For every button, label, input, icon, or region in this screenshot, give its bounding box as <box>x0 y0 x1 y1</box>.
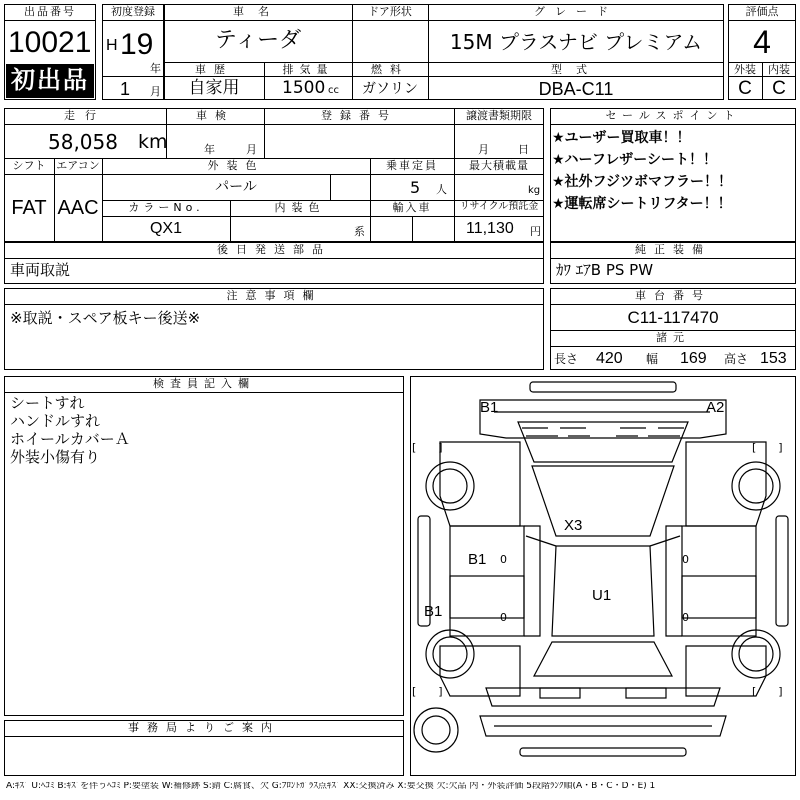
history: 自家用 <box>188 78 240 98</box>
int-label: 内装 <box>768 63 790 76</box>
mark-u1: U1 <box>592 587 612 604</box>
height: 153 <box>760 350 787 367</box>
first-listing-text: 初出品 <box>11 66 89 94</box>
zero-mark-3: 0 <box>682 553 689 566</box>
sales-point-3: ★社外フジツボマフラー！！ <box>552 174 732 190</box>
era: H <box>106 37 118 54</box>
transfer-day-unit: 日 <box>518 143 529 156</box>
lot-number: 10021 <box>8 26 92 59</box>
first-reg-year: 19 <box>120 28 154 61</box>
mileage-label: 走行 <box>64 109 106 122</box>
mark-a2-top: A2 <box>706 399 725 416</box>
width: 169 <box>680 350 707 367</box>
first-reg-label: 初度登録 <box>111 5 155 18</box>
dims-label: 諸元 <box>656 331 690 344</box>
capacity: 5 <box>410 178 421 197</box>
import-label: 輸入車 <box>392 201 432 214</box>
capacity-unit: 人 <box>436 183 447 196</box>
inspector-label: 検査員記入欄 <box>153 377 255 390</box>
bracket-right-low: [ ] <box>752 685 783 698</box>
month-unit: 月 <box>150 85 161 98</box>
fuel-label: 燃料 <box>371 63 409 76</box>
score: 4 <box>753 24 771 60</box>
length-label: 長さ <box>554 352 579 366</box>
inspector-line-2: ハンドルすれ <box>10 412 101 430</box>
recycle-label: リサイクル預託金 <box>459 201 539 212</box>
insp-month-unit: 月 <box>246 143 257 156</box>
model: DBA-C11 <box>538 79 614 99</box>
model-label: 型式 <box>551 63 601 76</box>
bracket-left-low: [ ] <box>412 685 443 698</box>
load-label: 最大積載量 <box>469 159 529 172</box>
car-name-label: 車名 <box>233 5 283 18</box>
later-parts-label: 後日発送部品 <box>217 243 331 256</box>
mileage: 58,058 <box>48 130 118 154</box>
history-label: 車歴 <box>195 63 233 76</box>
inspector-line-1: シートすれ <box>10 394 85 412</box>
grade: 15M プラスナビ プレミアム <box>449 30 703 54</box>
recycle-amount: 11,130 <box>466 220 514 237</box>
registration-label: 登録番号 <box>321 109 397 122</box>
displacement-unit: cc <box>328 85 339 96</box>
height-label: 高さ <box>724 352 749 366</box>
width-label: 幅 <box>646 352 659 366</box>
score-label: 評価点 <box>745 5 779 18</box>
office-label: 事務局よりご案内 <box>128 721 280 734</box>
int-grade: C <box>772 78 786 99</box>
ext-label: 外装 <box>734 63 756 76</box>
details-box <box>4 108 544 242</box>
sales-point-4: ★運転席シートリフター！！ <box>552 196 732 212</box>
car-name: ティーダ <box>214 28 302 53</box>
exterior-color-label: 外装色 <box>207 159 265 172</box>
mileage-unit: km <box>138 131 168 153</box>
shift: FAT <box>11 197 47 219</box>
notes-label: 注意事項欄 <box>226 289 322 302</box>
lot-number-label: 出品番号 <box>24 5 76 18</box>
interior-color-unit: 系 <box>354 225 365 238</box>
bracket-right-top: [ ] <box>752 441 783 454</box>
transfer-month-unit: 月 <box>478 143 489 156</box>
ac: AAC <box>57 197 99 219</box>
length: 420 <box>596 350 623 367</box>
transfer-label: 譲渡書類期限 <box>466 109 532 122</box>
equipment-text: ｶﾜ ｴｱB PS PW <box>556 261 654 279</box>
zero-mark-2: 0 <box>500 611 507 624</box>
interior-color-label: 内装色 <box>274 201 326 214</box>
equipment-label: 純正装備 <box>635 243 711 256</box>
insp-year-unit: 年 <box>204 143 215 156</box>
zero-mark-1: 0 <box>500 553 507 566</box>
capacity-label: 乗車定員 <box>386 159 438 172</box>
color-no-label: カラーNo. <box>128 201 204 214</box>
load-unit: kg <box>528 185 541 196</box>
ext-grade: C <box>738 78 752 99</box>
door-label: ドア形状 <box>368 5 412 18</box>
recycle-unit: 円 <box>530 225 541 238</box>
car-diagram <box>410 376 796 776</box>
mark-b1-top: B1 <box>480 399 499 416</box>
mark-b1-low: B1 <box>424 603 443 620</box>
grade-label: グレード <box>534 5 618 18</box>
inspection-label: 車検 <box>196 109 234 122</box>
inspector-line-4: 外装小傷有り <box>10 448 101 466</box>
zero-mark-4: 0 <box>682 611 689 624</box>
bracket-left-top: [ ] <box>412 441 443 454</box>
sales-point-1: ★ユーザー買取車！！ <box>552 130 691 146</box>
displacement: 1500 <box>282 78 326 98</box>
sales-point-2: ★ハーフレザーシート！！ <box>552 152 718 168</box>
mark-b1-side: B1 <box>468 551 487 568</box>
mark-x3: X3 <box>564 517 583 534</box>
notes-text: ※取説・スペア板キー後送※ <box>10 309 201 327</box>
year-unit: 年 <box>150 62 161 75</box>
fuel: ガソリン <box>362 81 418 97</box>
color-no: QX1 <box>149 220 182 237</box>
inspector-line-3: ホイールカバーＡ <box>10 430 130 448</box>
exterior-color: パール <box>215 179 257 195</box>
displacement-label: 排気量 <box>282 63 334 76</box>
chassis-number: C11-117470 <box>627 308 719 327</box>
sales-points-label: セールスポイント <box>605 109 741 122</box>
chassis-label: 車台番号 <box>635 289 711 302</box>
later-parts-text: 車両取説 <box>10 261 71 279</box>
ac-label: エアコン <box>56 159 100 172</box>
legend: A:ｷｽﾞ U:ﾍｺﾐ B:ｷｽﾞを伴うﾍｺﾐ P:要塗装 W:補修跡 S:錆 C:腐食、欠 G:ﾌﾛﾝﾄｶﾞﾗｽ点ｷｽﾞ XX:交換済み X:要交換 欠:欠品 内・外装評価 5段階ﾗﾝｸ順(A・B・C・D・E) 1 <box>6 782 656 791</box>
first-reg-month: 1 <box>120 79 131 99</box>
shift-label: シフト <box>12 159 46 172</box>
